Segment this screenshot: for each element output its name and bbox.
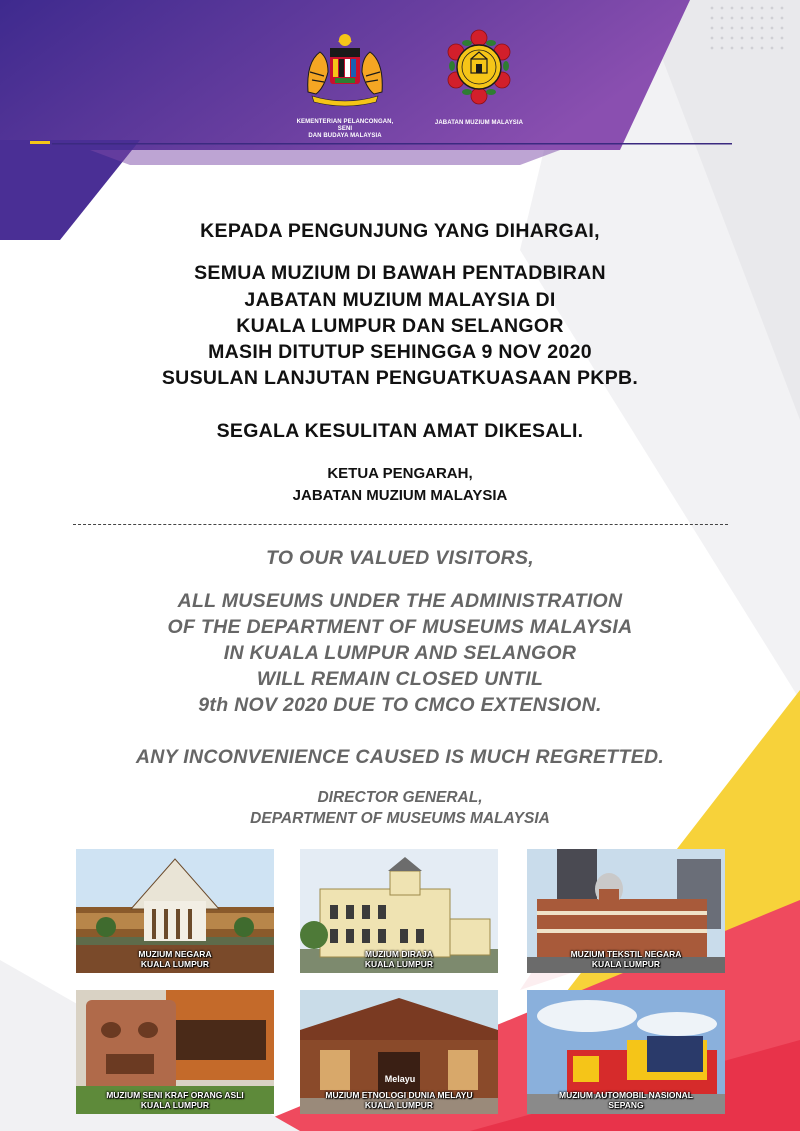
malay-line-4: MASIH DITUTUP SEHINGGA 9 NOV 2020 [208, 341, 592, 363]
museum-name-seni-kraf: MUZIUM SENI KRAF ORANG ASLI [106, 1090, 244, 1100]
malay-signature-title: KETUA PENGARAH, [327, 465, 473, 482]
museum-location-seni-kraf: KUALA LUMPUR [140, 1100, 210, 1110]
malay-greeting: KEPADA PENGUNJUNG YANG DIHARGAI, [200, 220, 600, 242]
museum-photo-diraja [300, 849, 498, 973]
ministry-caption [290, 119, 400, 140]
museum-location-automobil: SEPANG [608, 1100, 644, 1110]
jmm-logo [424, 28, 534, 127]
ministry-logo [290, 32, 400, 140]
malay-signature-dept: JABATAN MUZIUM MALAYSIA [292, 487, 508, 504]
dashed-divider [73, 524, 728, 525]
malay-line-5: SUSULAN LANJUTAN PENGUATKUASAAN PKPB. [161, 367, 639, 389]
museum-name-diraja: MUZIUM DIRAJA [365, 949, 433, 959]
hibiscus-emblem-icon [444, 28, 514, 110]
english-signature-title: DIRECTOR GENERAL, [317, 789, 483, 806]
malay-apology: SEGALA KESULITAN AMAT DIKESALI. [216, 420, 584, 442]
english-greeting: TO OUR VALUED VISITORS, [265, 547, 535, 569]
english-line-5: 9th NOV 2020 DUE TO CMCO EXTENSION. [198, 694, 602, 716]
museum-label-seni-kraf [76, 1090, 274, 1110]
museum-name-negara: MUZIUM NEGARA [138, 949, 212, 959]
museum-name-automobil: MUZIUM AUTOMOBIL NASIONAL [559, 1090, 693, 1100]
museum-name-tekstil: MUZIUM TEKSTIL NEGARA [570, 949, 682, 959]
museum-location-negara: KUALA LUMPUR [140, 959, 210, 969]
museum-photo-etnologi [300, 990, 498, 1114]
museum-photo-automobil [527, 990, 725, 1114]
museum-name-etnologi: MUZIUM ETNOLOGI DUNIA MELAYU [325, 1090, 473, 1100]
museum-label-negara [76, 949, 274, 969]
museum-photo-negara [76, 849, 274, 973]
museum-label-diraja [300, 949, 498, 969]
english-line-2: OF THE DEPARTMENT OF MUSEUMS MALAYSIA [167, 616, 633, 638]
english-signature-dept: DEPARTMENT OF MUSEUMS MALAYSIA [250, 810, 550, 827]
museum-label-etnologi [300, 1090, 498, 1110]
museum-location-diraja: KUALA LUMPUR [364, 959, 434, 969]
english-line-3: IN KUALA LUMPUR AND SELANGOR [223, 642, 577, 664]
malay-line-2: JABATAN MUZIUM MALAYSIA DI [244, 289, 556, 311]
malay-line-1: SEMUA MUZIUM DI BAWAH PENTADBIRAN [194, 262, 606, 284]
malay-line-3: KUALA LUMPUR DAN SELANGOR [236, 315, 564, 337]
ministry-caption-line2: DAN BUDAYA MALAYSIA [308, 133, 382, 139]
museum-location-etnologi: KUALA LUMPUR [364, 1100, 434, 1110]
english-line-1: ALL MUSEUMS UNDER THE ADMINISTRATION [177, 590, 623, 612]
english-line-4: WILL REMAIN CLOSED UNTIL [256, 668, 544, 690]
english-apology: ANY INCONVENIENCE CAUSED IS MUCH REGRETTED. [135, 746, 665, 768]
museum-photo-tekstil [527, 849, 725, 973]
ministry-caption-line1: KEMENTERIAN PELANCONGAN, SENI [296, 119, 394, 132]
jmm-caption: JABATAN MUZIUM MALAYSIA [434, 120, 524, 126]
museum-photo-seni-kraf [76, 990, 274, 1114]
coat-of-arms-icon [302, 32, 388, 108]
museum-label-tekstil [527, 949, 725, 969]
museum-label-automobil [527, 1090, 725, 1110]
museum-location-tekstil: KUALA LUMPUR [591, 959, 661, 969]
museum-sign-melayu: Melayu [384, 1074, 416, 1084]
